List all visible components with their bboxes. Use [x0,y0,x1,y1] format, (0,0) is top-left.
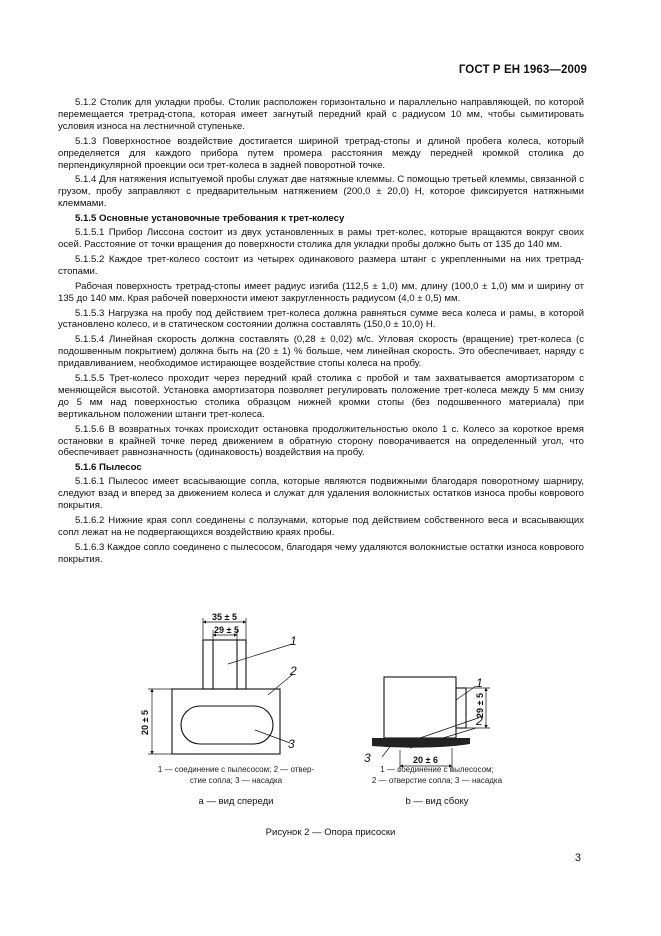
paragraph: 5.1.5.6 В возвратных точках происходит остановка продолжительностью около 1 с. Колесо за короткое время остановки в крайней точке перед движением в обратную сторону поворачивается на определенный угол, что обеспечивает равнозначность (одинаковость) воздействия на пробу. [58,423,584,459]
page-number: 3 [574,852,581,864]
side-legend [362,765,512,786]
section-heading: 5.1.6 Пылесос [75,462,142,474]
paragraph: 5.1.5.2 Каждое трет-колесо состоит из четырех одинакового размера штанг с укрепленными на них третрад-стопами. [58,253,584,277]
paragraph: 5.1.6.3 Каждое сопло соединено с пылесосом, благодаря чему удаляются волокнистые остатки износа коврового покрытия. [58,541,584,565]
side-label-1: 1 [476,676,483,690]
paragraph: Рабочая поверхность третрад-стопы имеет радиус изгиба (112,5 ± 1,0) мм, длину (100,0 ± 1,0) мм и ширину от 135 до 140 мм. Края рабочей поверхности имеют закругленность радиусом (4,0 ± 0,5) мм. [58,280,584,304]
dim-height-side: 29 ± 5 [475,693,485,718]
paragraph: 5.1.4 Для натяжения испытуемой пробы служат две натяжные клеммы. С помощью третьей клеммы, связанной с грузом, пробу заправляют с предварительным натяжением (200,0 ± 20,0) Н, которое фиксируется натяжными клеммами. [58,174,584,210]
side-nozzle [372,738,470,748]
paragraph: 5.1.5.3 Нагрузка на пробу под действием трет-колеса должна равняться сумме веса колеса и рамы, в которой установлено колесо, и в статическом состоянии должна составлять (150,0 ± 10,0) Н. [58,307,584,331]
paragraph: 5.1.5.5 Трет-колесо проходит через передний край столика с пробой и там захватывается амортизатором с меняющейся высотой. Установка амортизатора позволяет регулировать положение трет-колеса между 5 мм снизу до 5 мм над поверхностью столика образцом нижней кромки стопы (без подошвенного материала) при вертикальном положении штанги трет-колеса. [58,373,584,420]
paragraph: 5.1.5.1 Прибор Лиссона состоит из двух установленных в рамы трет-колес, которые вращаются вокруг своих осей. Расстояние от точки вращения до поверхности столика для укладки пробы должно быть от 135 до 140 мм. [58,227,584,250]
front-legend-line: 1 — соединение с пылесосом; 2 — отвер- [157,765,315,774]
side-body [384,677,456,738]
paragraph: 5.1.6.1 Пылесос имеет всасывающие сопла, которые являются подвижными благодаря поворотному шарниру, следуют взад и вперед за движением колеса и служат для удаления волокнистых остатков износа пробы коврового покрытия. [58,476,584,512]
dim-outer: 35 ± 5 [212,612,237,622]
front-label-3: 3 [288,737,295,751]
dim-bottom-side: 20 ± 6 [413,755,438,765]
front-view-caption: a — вид спереди [198,796,274,807]
dim-height-front: 20 ± 5 [140,710,150,735]
front-legend [156,765,316,786]
figure-2 [0,600,661,850]
dim-inner: 29 ± 5 [214,625,239,635]
figure-caption: Рисунок 2 — Опора присоски [265,827,396,838]
front-opening [181,706,273,744]
document-body [58,97,584,569]
front-legend-line: стие сопла; 3 — насадка [189,775,283,785]
side-legend-line: 1 — соединение с пылесосом; [380,765,494,774]
side-label-2: 2 [476,714,483,728]
document-header: ГОСТ Р ЕН 1963—2009 [458,64,587,76]
section-heading: 5.1.5 Основные установочные требования к трет-колесу [75,213,345,225]
side-legend-line: 2 — отверстие сопла; 3 — насадка [371,775,503,785]
side-view-caption: b — вид сбоку [405,796,469,807]
front-label-1: 1 [290,634,297,648]
paragraph: 5.1.6.2 Нижние края сопл соединены с ползунами, которые под действием собственного веса и всасывающих сопл лежат на не подвергающихся воздействию краях пробы. [58,515,584,538]
figure-drawing [0,600,661,830]
side-label-3: 3 [364,751,371,765]
paragraph: 5.1.2 Столик для укладки пробы. Столик расположен горизонтально и параллельно направляющей, по которой перемещается третрад-стопа, которая имеет загнутый передний край с радиусом 10 мм, чтобы сымитировать условия износа на лестничной ступеньке. [58,97,584,132]
front-connector [203,640,246,689]
paragraph: 5.1.5.4 Линейная скорость должна составлять (0,28 ± 0,02) м/с. Угловая скорость (вращение) трет-колеса (с подошвенным покрытием) должна быть на (20 ± 1) % больше, чем линейная скорость. Это обеспечивает, наряду с придавливанием, необходимое истирающее воздействие стопы колеса на пробу. [58,334,584,370]
front-label-2: 2 [290,664,297,678]
paragraph: 5.1.3 Поверхностное воздействие достигается шириной третрад-стопы и длиной пробега колеса, который определяется для каждого прибора путем промера расстояния между передней кромкой столика до перпендикулярной проекции оси трет-колеса в задней поворотной точке. [58,135,584,171]
